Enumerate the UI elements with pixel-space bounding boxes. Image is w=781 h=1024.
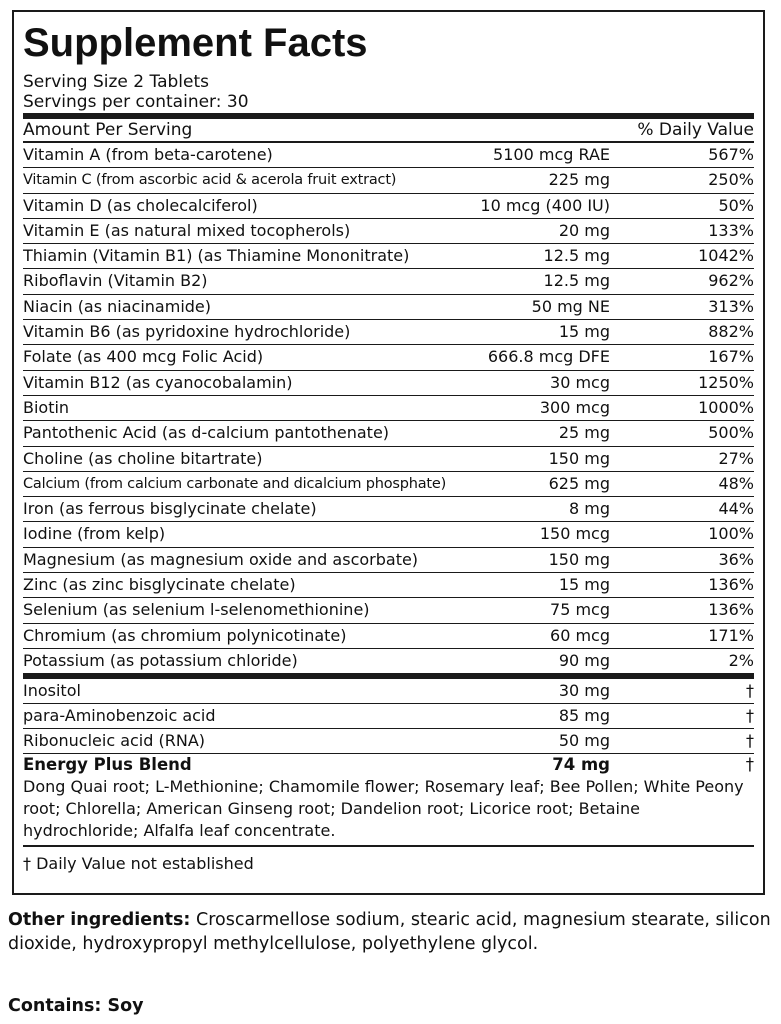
- other-ingredients-text: Croscarmellose sodium, stearic acid, magnesium stearate, silicon dioxide, hydroxypropyl methylcellulose, polyethylene glycol.: [8, 910, 771, 954]
- other-ingredient-row: [23, 729, 754, 754]
- servings-per-container: Servings per container: 30: [23, 92, 249, 112]
- nutrient-row: [23, 345, 754, 370]
- blend-row: [23, 754, 754, 776]
- nutrient-name: Calcium (from calcium carbonate and dicalcium phosphate): [23, 475, 447, 492]
- nutrient-dv: 1250%: [698, 372, 754, 392]
- nutrient-name: Thiamin (Vitamin B1) (as Thiamine Mononitrate): [23, 246, 410, 266]
- nutrient-row: [23, 522, 754, 547]
- serving-size: Serving Size 2 Tablets: [23, 72, 209, 92]
- nutrient-name: Potassium (as potassium chloride): [23, 650, 298, 670]
- nutrient-amount: 50 mg: [558, 731, 610, 751]
- nutrient-amount: 30 mcg: [550, 372, 610, 392]
- blend-ingredients: Dong Quai root; L-Methionine; Chamomile flower; Rosemary leaf; Bee Pollen; White Peony root; Chlorella; American Ginseng root; Dandelion root; Licorice root; Betaine hydrochloride; Alfalfa leaf concentrate.: [23, 776, 754, 847]
- nutrient-name: Niacin (as niacinamide): [23, 296, 212, 316]
- nutrient-dv: 36%: [718, 549, 754, 569]
- nutrient-name: Ribonucleic acid (RNA): [23, 731, 206, 751]
- nutrient-dv: †: [746, 731, 754, 751]
- nutrient-name: Vitamin B6 (as pyridoxine hydrochloride): [23, 322, 351, 342]
- blend-name: Energy Plus Blend: [23, 755, 192, 775]
- supplement-facts-panel: [12, 10, 765, 895]
- nutrient-dv: 962%: [708, 271, 754, 291]
- other-ingredient-list: [23, 679, 754, 754]
- nutrient-row: [23, 320, 754, 345]
- nutrient-name: Magnesium (as magnesium oxide and ascorbate): [23, 549, 419, 569]
- nutrient-name: Iron (as ferrous bisglycinate chelate): [23, 499, 317, 519]
- other-ingredient-row: [23, 679, 754, 704]
- nutrient-dv: 136%: [708, 600, 754, 620]
- nutrient-row: [23, 143, 754, 168]
- nutrient-amount: 300 mcg: [539, 397, 610, 417]
- nutrient-dv: 136%: [708, 575, 754, 595]
- nutrient-amount: 150 mg: [548, 448, 610, 468]
- other-ingredients: [8, 908, 773, 956]
- nutrient-dv: 500%: [708, 423, 754, 443]
- nutrient-row: [23, 649, 754, 674]
- nutrient-amount: 5100 mcg RAE: [493, 145, 610, 164]
- nutrient-amount: 60 mcg: [550, 625, 610, 645]
- nutrient-name: Selenium (as selenium l-selenomethionine): [23, 600, 370, 620]
- blend-dv: †: [745, 755, 754, 775]
- nutrient-name: Pantothenic Acid (as d-calcium pantothenate): [23, 423, 390, 443]
- nutrient-dv: 44%: [718, 499, 754, 519]
- other-ingredient-row: [23, 704, 754, 729]
- nutrient-amount: 625 mg: [548, 473, 610, 493]
- nutrient-dv: 171%: [708, 625, 754, 645]
- nutrient-name: Inositol: [23, 681, 81, 701]
- nutrient-dv: †: [746, 681, 754, 701]
- nutrient-name: para-Aminobenzoic acid: [23, 706, 216, 726]
- nutrient-dv: 133%: [708, 220, 754, 240]
- nutrient-name: Chromium (as chromium polynicotinate): [23, 625, 347, 645]
- nutrient-dv: †: [746, 706, 754, 726]
- nutrient-row: [23, 598, 754, 623]
- nutrient-dv: 1000%: [698, 397, 754, 417]
- nutrient-amount: 150 mg: [548, 549, 610, 569]
- daily-value-header: % Daily Value: [637, 120, 754, 140]
- nutrient-amount: 666.8 mcg DFE: [487, 347, 610, 367]
- nutrient-name: Vitamin D (as cholecalciferol): [23, 195, 258, 215]
- nutrient-amount: 12.5 mg: [543, 271, 610, 291]
- nutrient-amount: 8 mg: [568, 499, 610, 519]
- nutrient-amount: 25 mg: [558, 423, 610, 443]
- nutrient-row: [23, 244, 754, 269]
- nutrient-amount: 10 mcg (400 IU): [480, 195, 610, 215]
- nutrient-name: Vitamin C (from ascorbic acid & acerola fruit extract): [23, 172, 397, 189]
- nutrient-amount: 90 mg: [558, 650, 610, 670]
- nutrient-name: Vitamin B12 (as cyanocobalamin): [23, 372, 293, 392]
- nutrient-row: [23, 269, 754, 294]
- nutrient-row: [23, 396, 754, 421]
- nutrient-row: [23, 219, 754, 244]
- nutrient-name: Iodine (from kelp): [23, 524, 166, 544]
- nutrient-amount: 12.5 mg: [543, 246, 610, 266]
- nutrient-dv: 567%: [708, 145, 754, 164]
- nutrient-name: Zinc (as zinc bisglycinate chelate): [23, 575, 296, 595]
- amount-per-serving-header: Amount Per Serving: [23, 120, 193, 140]
- nutrient-dv: 100%: [708, 524, 754, 544]
- nutrient-name: Riboflavin (Vitamin B2): [23, 271, 208, 291]
- nutrient-dv: 2%: [728, 650, 754, 670]
- nutrient-row: [23, 624, 754, 649]
- nutrient-amount: 225 mg: [548, 170, 610, 190]
- dv-footnote: † Daily Value not established: [23, 854, 254, 874]
- nutrient-list: [23, 143, 754, 674]
- nutrient-row: [23, 573, 754, 598]
- nutrient-name: Choline (as choline bitartrate): [23, 448, 263, 468]
- allergen-statement: Contains: Soy: [8, 996, 144, 1016]
- other-ingredients-label: Other ingredients:: [8, 910, 191, 930]
- nutrient-row: [23, 421, 754, 446]
- nutrient-row: [23, 194, 754, 219]
- nutrient-amount: 20 mg: [558, 220, 610, 240]
- nutrient-amount: 30 mg: [558, 681, 610, 701]
- nutrient-dv: 50%: [718, 195, 754, 215]
- nutrient-name: Vitamin A (from beta-carotene): [23, 145, 273, 164]
- nutrient-amount: 150 mcg: [539, 524, 610, 544]
- nutrient-row: [23, 168, 754, 193]
- nutrient-dv: 167%: [708, 347, 754, 367]
- blend-amount: 74 mg: [552, 755, 610, 775]
- nutrient-dv: 313%: [708, 296, 754, 316]
- nutrient-dv: 48%: [718, 473, 754, 493]
- nutrient-amount: 15 mg: [558, 575, 610, 595]
- nutrient-amount: 75 mcg: [550, 600, 610, 620]
- nutrient-row: [23, 447, 754, 472]
- nutrient-amount: 15 mg: [558, 322, 610, 342]
- nutrient-name: Folate (as 400 mcg Folic Acid): [23, 347, 264, 367]
- nutrient-row: [23, 497, 754, 522]
- nutrient-amount: 50 mg NE: [531, 296, 610, 316]
- nutrient-row: [23, 472, 754, 497]
- nutrient-dv: 882%: [708, 322, 754, 342]
- table-header: [23, 119, 754, 143]
- nutrient-name: Vitamin E (as natural mixed tocopherols): [23, 220, 351, 240]
- panel-title: Supplement Facts: [23, 21, 368, 65]
- nutrient-row: [23, 371, 754, 396]
- nutrient-row: [23, 548, 754, 573]
- nutrient-dv: 1042%: [698, 246, 754, 266]
- nutrient-row: [23, 295, 754, 320]
- nutrient-dv: 27%: [718, 448, 754, 468]
- nutrient-dv: 250%: [708, 170, 754, 190]
- nutrient-amount: 85 mg: [558, 706, 610, 726]
- nutrient-name: Biotin: [23, 397, 70, 417]
